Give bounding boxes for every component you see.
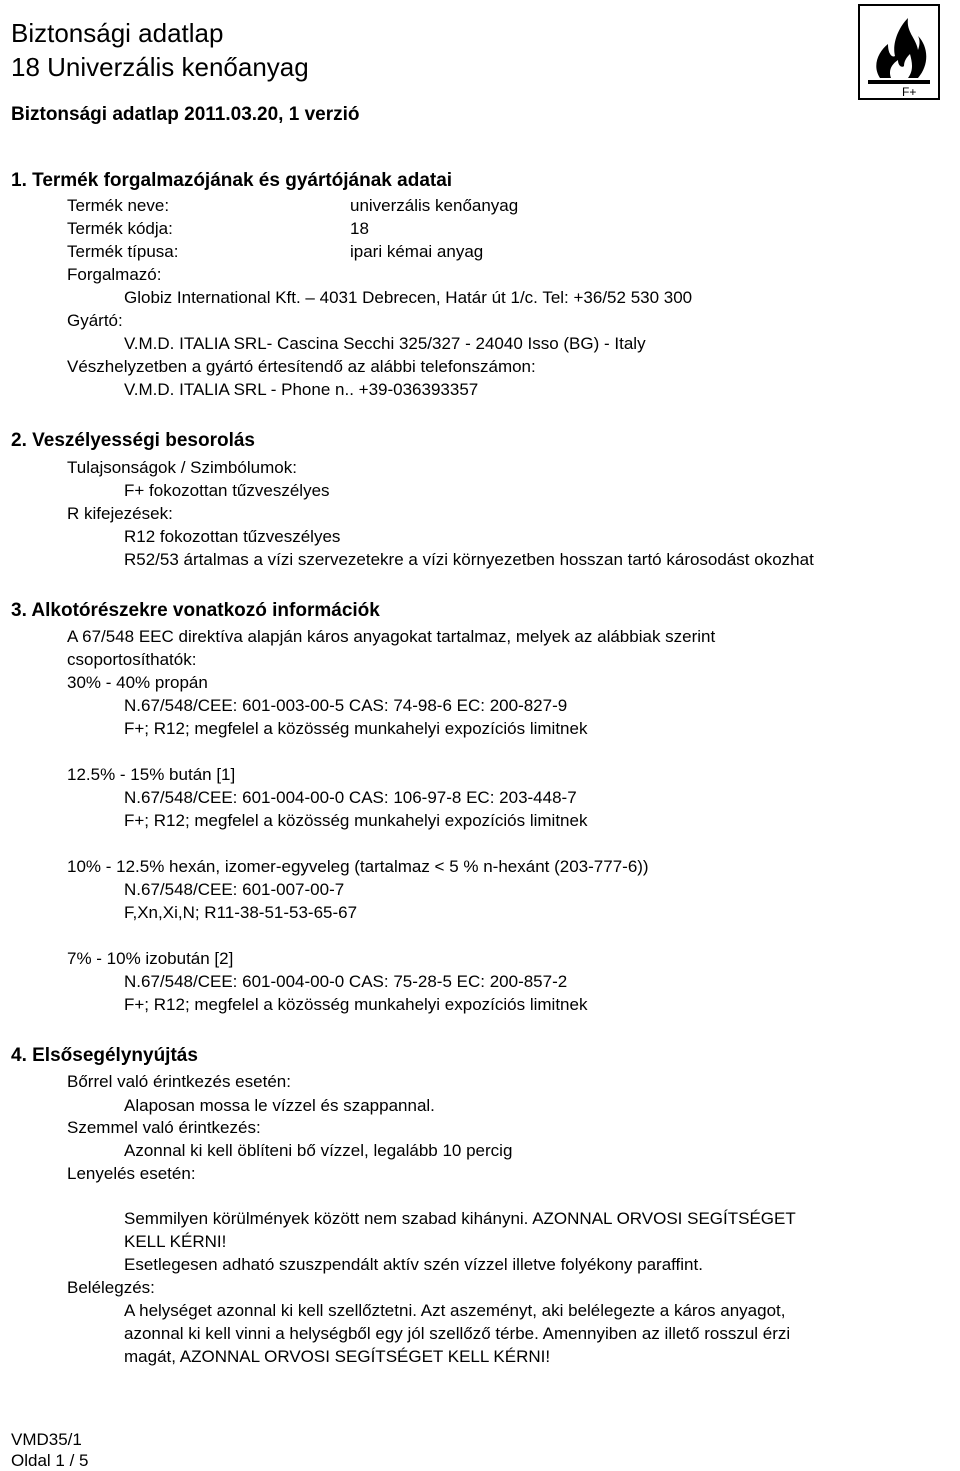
distributor-value: Globiz International Kft. – 4031 Debrecen, Határ út 1/c. Tel: +36/52 530 300 bbox=[124, 288, 693, 307]
product-type-label: Termék típusa: bbox=[67, 242, 179, 261]
skin-contact-value: Alaposan mossa le vízzel és szappannal. bbox=[124, 1096, 435, 1115]
document-code: VMD35/1 bbox=[11, 1430, 82, 1449]
composition-intro-cont: csoportosíthatók: bbox=[67, 650, 197, 669]
product-code-label: Termék kódja: bbox=[67, 219, 173, 238]
inhalation-label: Belélegzés: bbox=[67, 1278, 155, 1297]
component-classification: F+; R12; megfelel a közösség munkahelyi expozíciós limitnek bbox=[124, 811, 588, 830]
document-title: Biztonsági adatlap bbox=[11, 18, 224, 48]
component-classification: F+; R12; megfelel a közösség munkahelyi expozíciós limitnek bbox=[124, 719, 588, 738]
emergency-label: Vészhelyzetben a gyártó értesítendő az alábbi telefonszámon: bbox=[67, 357, 536, 376]
document-version: Biztonsági adatlap 2011.03.20, 1 verzió bbox=[11, 104, 360, 125]
page-number: Oldal 1 / 5 bbox=[11, 1451, 89, 1470]
product-title: 18 Univerzális kenőanyag bbox=[11, 52, 309, 82]
product-type-value: ipari kémai anyag bbox=[350, 242, 484, 261]
composition-intro: A 67/548 EEC direktíva alapján káros anyagokat tartalmaz, melyek az alábbiak szerint bbox=[67, 627, 716, 646]
component-ids: N.67/548/CEE: 601-003-00-5 CAS: 74-98-6 EC: 200-827-9 bbox=[124, 696, 568, 715]
ingestion-instruction-cont: KELL KÉRNI! bbox=[124, 1232, 227, 1251]
product-name-label: Termék neve: bbox=[67, 196, 170, 215]
inhalation-instruction-cont: azonnal ki kell vinni a helységből egy jól szellőző térbe. Amennyiben az illető rosszul érzi bbox=[124, 1324, 791, 1343]
component-classification: F,Xn,Xi,N; R11-38-51-53-65-67 bbox=[124, 903, 358, 922]
component-ids: N.67/548/CEE: 601-004-00-0 CAS: 75-28-5 EC: 200-857-2 bbox=[124, 972, 568, 991]
component-ids: N.67/548/CEE: 601-007-00-7 bbox=[124, 880, 345, 899]
product-name-value: univerzális kenőanyag bbox=[350, 196, 519, 215]
inhalation-instruction-end: magát, AZONNAL ORVOSI SEGÍTSÉGET KELL KÉRNI! bbox=[124, 1347, 551, 1366]
eye-contact-value: Azonnal ki kell öblíteni bő vízzel, legalább 10 percig bbox=[124, 1141, 513, 1160]
r-phrase-r5253: R52/53 ártalmas a vízi szervezetekre a vízi környezetben hosszan tartó károsodást okozhat bbox=[124, 550, 814, 569]
properties-label: Tulajsonságok / Szimbólumok: bbox=[67, 458, 297, 477]
ingestion-treatment: Esetlegesen adható szuszpendált aktív szén vízzel illetve folyékony paraffint. bbox=[124, 1255, 703, 1274]
emergency-phone: V.M.D. ITALIA SRL - Phone n.. +39-036393357 bbox=[124, 380, 479, 399]
r-phrases-label: R kifejezések: bbox=[67, 504, 173, 523]
manufacturer-value: V.M.D. ITALIA SRL- Cascina Secchi 325/327 - 24040 Isso (BG) - Italy bbox=[124, 334, 646, 353]
r-phrase-r12: R12 fokozottan tűzveszélyes bbox=[124, 527, 341, 546]
properties-value: F+ fokozottan tűzveszélyes bbox=[124, 481, 330, 500]
section-2-heading: 2. Veszélyességi besorolás bbox=[11, 430, 255, 451]
ingestion-label: Lenyelés esetén: bbox=[67, 1164, 196, 1183]
section-1-heading: 1. Termék forgalmazójának és gyártójának adatai bbox=[11, 170, 453, 191]
section-4-heading: 4. Elsősegélynyújtás bbox=[11, 1045, 198, 1066]
component-classification: F+; R12; megfelel a közösség munkahelyi expozíciós limitnek bbox=[124, 995, 588, 1014]
component-name: 12.5% - 15% bután [1] bbox=[67, 765, 236, 784]
eye-contact-label: Szemmel való érintkezés: bbox=[67, 1118, 261, 1137]
distributor-label: Forgalmazó: bbox=[67, 265, 162, 284]
component-ids: N.67/548/CEE: 601-004-00-0 CAS: 106-97-8 EC: 203-448-7 bbox=[124, 788, 577, 807]
flame-icon bbox=[858, 4, 940, 100]
component-name: 7% - 10% izobután [2] bbox=[67, 949, 234, 968]
component-name: 10% - 12.5% hexán, izomer-egyveleg (tartalmaz < 5 % n-hexánt (203-777-6)) bbox=[67, 857, 649, 876]
ingestion-instruction: Semmilyen körülmények között nem szabad kihányni. AZONNAL ORVOSI SEGÍTSÉGET bbox=[124, 1209, 796, 1228]
skin-contact-label: Bőrrel való érintkezés esetén: bbox=[67, 1072, 291, 1091]
section-3-heading: 3. Alkotórészekre vonatkozó információk bbox=[11, 600, 380, 621]
hazard-symbol-label: F+ bbox=[902, 85, 917, 99]
hazard-symbol bbox=[858, 4, 940, 100]
component-name: 30% - 40% propán bbox=[67, 673, 208, 692]
manufacturer-label: Gyártó: bbox=[67, 311, 123, 330]
product-code-value: 18 bbox=[350, 219, 369, 238]
inhalation-instruction: A helységet azonnal ki kell szellőztetni. Azt aszeményt, aki belélegezte a káros anyagot, bbox=[124, 1301, 786, 1320]
